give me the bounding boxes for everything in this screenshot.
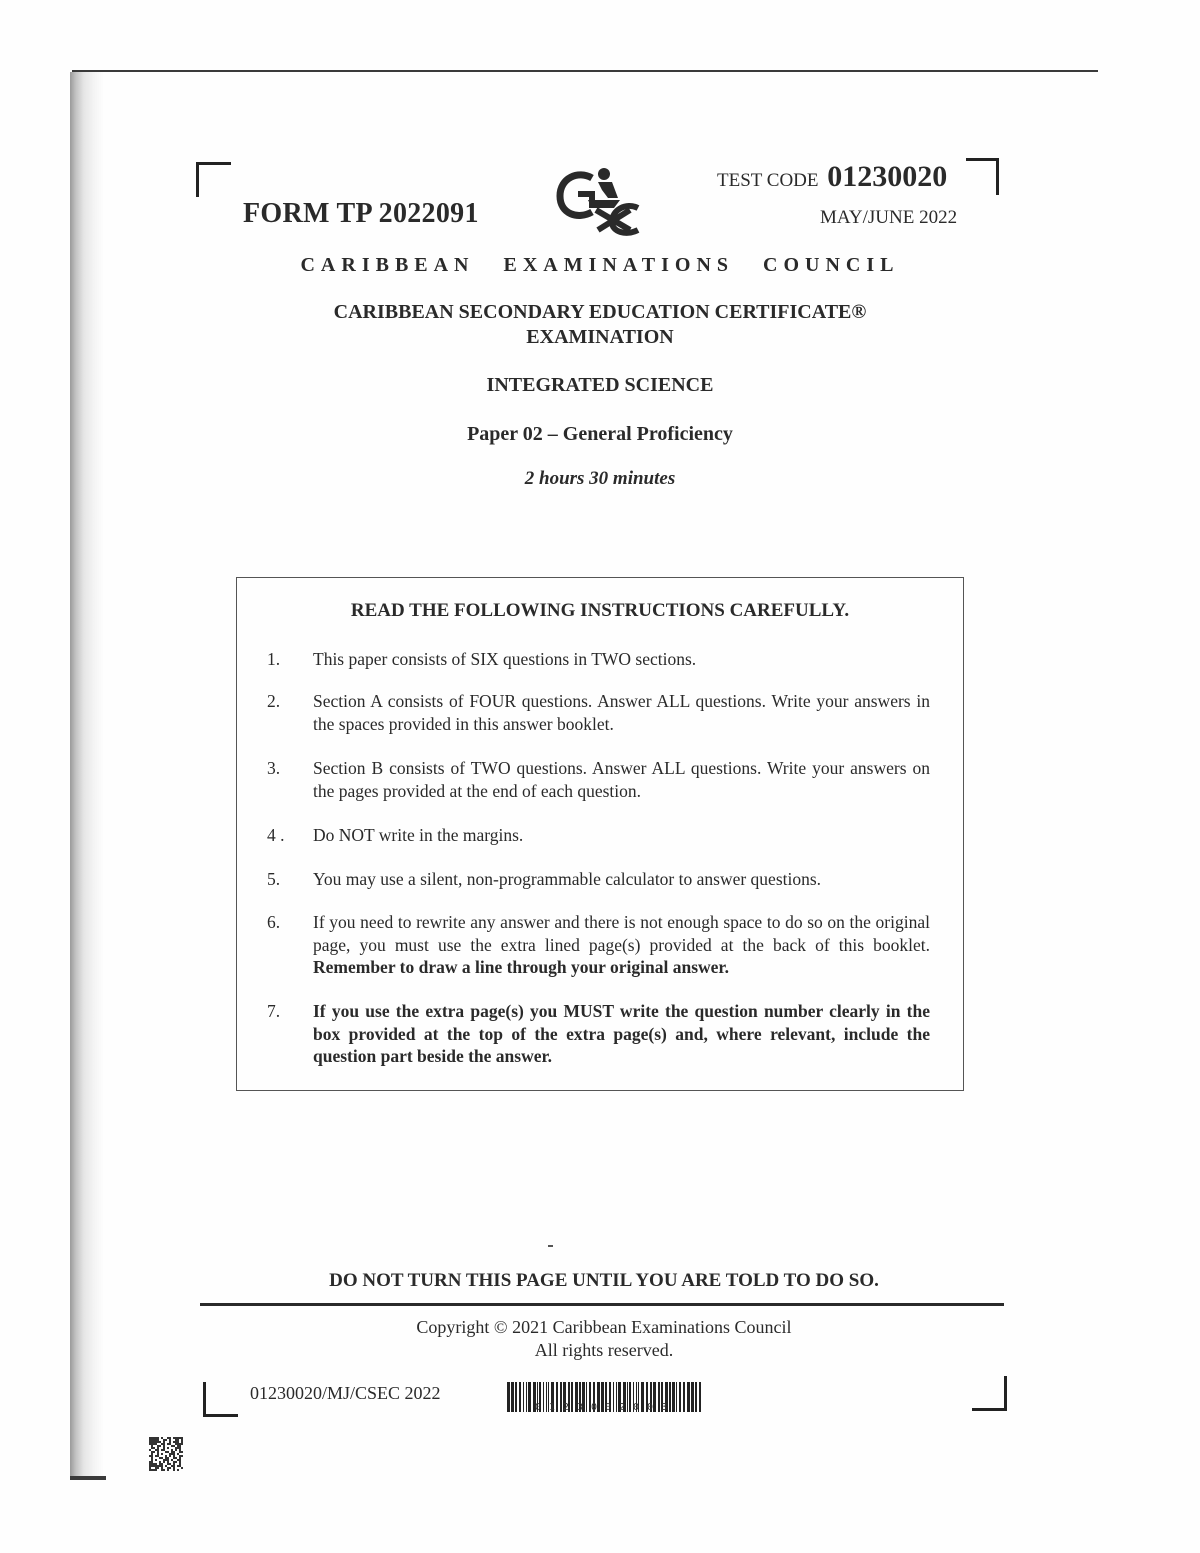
qr-module — [161, 1437, 163, 1439]
instructions-box — [236, 577, 964, 1091]
qr-module — [173, 1453, 175, 1455]
qr-module — [157, 1439, 159, 1441]
qr-module — [177, 1447, 179, 1449]
qr-module — [153, 1437, 155, 1439]
qr-code-icon — [149, 1437, 183, 1471]
qr-module — [149, 1449, 151, 1451]
qr-module — [175, 1441, 177, 1443]
qr-module — [149, 1467, 151, 1469]
qr-module — [177, 1439, 179, 1441]
stray-mark — [548, 1245, 553, 1247]
qr-module — [177, 1437, 179, 1439]
left-page-edge-bottom — [70, 1476, 106, 1480]
qr-module — [153, 1439, 155, 1441]
qr-module — [177, 1445, 179, 1447]
qr-module — [159, 1463, 161, 1465]
instructions-title: READ THE FOLLOWING INSTRUCTIONS CAREFULLY. — [350, 600, 850, 621]
qr-module — [153, 1447, 155, 1449]
test-code-number: 01230020 — [827, 160, 948, 193]
qr-module — [175, 1461, 177, 1463]
qr-module — [167, 1463, 169, 1465]
qr-module — [157, 1449, 159, 1451]
left-page-shadow — [70, 72, 104, 1480]
qr-module — [151, 1443, 153, 1445]
qr-module — [161, 1457, 163, 1459]
qr-module — [153, 1441, 155, 1443]
qr-module — [165, 1465, 167, 1467]
instruction-text: If you use the extra page(s) you MUST write the question number clearly in the box provided at the top of the extra page(s) and, where relevant, include the question part beside the answer. — [313, 1001, 930, 1066]
qr-module — [155, 1437, 157, 1439]
top-page-edge — [72, 70, 1098, 72]
qr-module — [155, 1455, 157, 1457]
qr-module — [181, 1443, 183, 1445]
qr-module — [179, 1457, 181, 1459]
qr-module — [151, 1451, 153, 1453]
qr-module — [157, 1441, 159, 1443]
qr-module — [175, 1449, 177, 1451]
qr-module — [151, 1459, 153, 1461]
qr-module — [163, 1447, 165, 1449]
council-name: CARIBBEAN EXAMINATIONS COUNCIL — [300, 254, 900, 276]
qr-module — [163, 1461, 165, 1463]
instruction-number: 5. — [267, 869, 281, 889]
qr-module — [169, 1437, 171, 1439]
rights-line: All rights reserved. — [534, 1340, 674, 1360]
qr-module — [161, 1443, 163, 1445]
test-code — [717, 160, 947, 194]
qr-module — [171, 1451, 173, 1453]
qr-module — [151, 1447, 153, 1449]
qr-module — [149, 1437, 151, 1439]
qr-module — [153, 1451, 155, 1453]
qr-module — [157, 1447, 159, 1449]
qr-module — [159, 1445, 161, 1447]
instruction-text: Do NOT write in the margins. — [313, 825, 524, 845]
instruction-number: 2. — [267, 691, 281, 711]
qr-module — [163, 1439, 165, 1441]
qr-module — [157, 1451, 159, 1453]
instruction-text: This paper consists of SIX questions in TWO sections. — [313, 649, 697, 669]
qr-module — [163, 1469, 165, 1471]
instruction-text: Section A consists of FOUR questions. Answer ALL questions. Write your answers in the spaces provided in this answer booklet. — [313, 691, 930, 734]
qr-module — [169, 1453, 171, 1455]
qr-module — [179, 1465, 181, 1467]
form-code: FORM TP 2022091 — [243, 198, 479, 229]
qr-module — [155, 1467, 157, 1469]
qr-module — [179, 1461, 181, 1463]
qr-module — [175, 1443, 177, 1445]
qr-module — [151, 1461, 153, 1463]
qr-module — [157, 1453, 159, 1455]
qr-module — [161, 1465, 163, 1467]
qr-module — [167, 1437, 169, 1439]
qr-module — [179, 1451, 181, 1453]
qr-module — [173, 1467, 175, 1469]
qr-module — [161, 1453, 163, 1455]
instruction-number: 6. — [267, 912, 281, 932]
instruction-text: If you need to rewrite any answer and there is not enough space to do so on the original page, you must use the extra lined page(s) provided at the back of this booklet. — [313, 912, 930, 955]
instruction-emphasis: Remember to draw a line through your original answer. — [313, 957, 729, 977]
qr-module — [175, 1447, 177, 1449]
qr-module — [167, 1467, 169, 1469]
qr-module — [179, 1455, 181, 1457]
qr-module — [151, 1455, 153, 1457]
qr-module — [157, 1437, 159, 1439]
qr-module — [155, 1439, 157, 1441]
qr-module — [181, 1439, 183, 1441]
qr-module — [151, 1469, 153, 1471]
paper-code: 01230020/MJ/CSEC 2022 — [250, 1383, 441, 1403]
qr-module — [155, 1463, 157, 1465]
qr-module — [179, 1463, 181, 1465]
qr-module — [149, 1441, 151, 1443]
qr-module — [149, 1439, 151, 1441]
qr-module — [149, 1443, 151, 1445]
qr-module — [169, 1439, 171, 1441]
footer-rule — [200, 1303, 1004, 1306]
qr-module — [151, 1463, 153, 1465]
qr-module — [167, 1451, 169, 1453]
qr-module — [153, 1443, 155, 1445]
qr-module — [149, 1465, 151, 1467]
qr-module — [163, 1459, 165, 1461]
qr-module — [181, 1455, 183, 1457]
qr-module — [181, 1451, 183, 1453]
qr-module — [151, 1453, 153, 1455]
cxc-logo-icon — [552, 164, 642, 236]
qr-module — [169, 1441, 171, 1443]
qr-module — [169, 1463, 171, 1465]
qr-module — [165, 1451, 167, 1453]
copyright-notice — [0, 1316, 1200, 1362]
qr-module — [159, 1465, 161, 1467]
copyright-line: Copyright © 2021 Caribbean Examinations Council — [416, 1317, 792, 1337]
qr-module — [177, 1459, 179, 1461]
qr-module — [159, 1457, 161, 1459]
qr-module — [163, 1445, 165, 1447]
corner-mark-top-left — [196, 162, 231, 197]
qr-module — [173, 1463, 175, 1465]
qr-module — [167, 1459, 169, 1461]
qr-module — [171, 1453, 173, 1455]
qr-module — [173, 1445, 175, 1447]
qr-module — [151, 1457, 153, 1459]
qr-module — [157, 1467, 159, 1469]
qr-module — [165, 1459, 167, 1461]
qr-module — [179, 1449, 181, 1451]
qr-module — [167, 1469, 169, 1471]
qr-module — [163, 1449, 165, 1451]
exam-duration: 2 hours 30 minutes — [524, 468, 676, 489]
qr-module — [167, 1447, 169, 1449]
qr-module — [171, 1465, 173, 1467]
corner-mark-bottom-left — [203, 1382, 238, 1417]
qr-module — [149, 1463, 151, 1465]
qr-module — [155, 1469, 157, 1471]
qr-module — [179, 1443, 181, 1445]
instruction-text-wrap — [313, 911, 930, 979]
qr-module — [175, 1439, 177, 1441]
qr-module — [161, 1449, 163, 1451]
qr-module — [155, 1441, 157, 1443]
qr-module — [151, 1439, 153, 1441]
test-code-label: TEST CODE — [717, 170, 819, 191]
qr-module — [165, 1439, 167, 1441]
qr-module — [153, 1463, 155, 1465]
qr-module — [167, 1457, 169, 1459]
qr-module — [149, 1461, 151, 1463]
qr-module — [173, 1457, 175, 1459]
qr-module — [157, 1445, 159, 1447]
qr-module — [177, 1441, 179, 1443]
qr-module — [179, 1459, 181, 1461]
qr-module — [165, 1455, 167, 1457]
barcode-digits: 0123002003 — [534, 1402, 676, 1413]
qr-module — [171, 1459, 173, 1461]
qr-module — [179, 1437, 181, 1439]
qr-module — [173, 1461, 175, 1463]
qr-module — [155, 1443, 157, 1445]
qr-module — [169, 1443, 171, 1445]
qr-module — [171, 1445, 173, 1447]
qr-module — [149, 1455, 151, 1457]
instruction-number: 4 . — [267, 825, 285, 845]
qr-module — [153, 1465, 155, 1467]
instruction-text: You may use a silent, non-programmable calculator to answer questions. — [313, 869, 822, 889]
qr-module — [173, 1451, 175, 1453]
instruction-number: 1. — [267, 649, 281, 669]
subject-title: INTEGRATED SCIENCE — [486, 374, 714, 396]
qr-module — [161, 1467, 163, 1469]
qr-module — [167, 1461, 169, 1463]
qr-module — [181, 1437, 183, 1439]
qr-module — [161, 1463, 163, 1465]
qr-module — [167, 1443, 169, 1445]
instruction-text: Section B consists of TWO questions. Answer ALL questions. Write your answers on the pages provided at the end of each question. — [313, 758, 930, 801]
qr-module — [169, 1455, 171, 1457]
instruction-number: 3. — [267, 758, 281, 778]
qr-module — [181, 1467, 183, 1469]
qr-module — [165, 1457, 167, 1459]
qr-module — [155, 1449, 157, 1451]
qr-module — [173, 1469, 175, 1471]
qr-module — [175, 1457, 177, 1459]
qr-module — [173, 1441, 175, 1443]
qr-module — [169, 1467, 171, 1469]
qr-module — [151, 1441, 153, 1443]
instruction-number: 7. — [267, 1001, 281, 1021]
qr-module — [159, 1441, 161, 1443]
certificate-title-line2: EXAMINATION — [526, 326, 674, 348]
exam-session: MAY/JUNE 2022 — [820, 207, 958, 228]
qr-module — [159, 1461, 161, 1463]
do-not-turn-warning: DO NOT TURN THIS PAGE UNTIL YOU ARE TOLD TO DO SO. — [329, 1270, 879, 1291]
qr-module — [173, 1437, 175, 1439]
qr-module — [157, 1465, 159, 1467]
certificate-title-line1: CARIBBEAN SECONDARY EDUCATION CERTIFICATE® — [333, 301, 867, 323]
qr-module — [181, 1441, 183, 1443]
qr-module — [175, 1437, 177, 1439]
qr-module — [149, 1469, 151, 1471]
qr-module — [161, 1469, 163, 1471]
qr-module — [151, 1465, 153, 1467]
qr-module — [177, 1469, 179, 1471]
qr-module — [151, 1445, 153, 1447]
qr-module — [157, 1455, 159, 1457]
qr-module — [155, 1459, 157, 1461]
qr-module — [179, 1445, 181, 1447]
qr-module — [179, 1447, 181, 1449]
qr-module — [153, 1469, 155, 1471]
qr-module — [173, 1465, 175, 1467]
qr-module — [155, 1465, 157, 1467]
qr-module — [177, 1465, 179, 1467]
qr-module — [151, 1437, 153, 1439]
qr-module — [163, 1441, 165, 1443]
corner-mark-bottom-right — [972, 1376, 1007, 1411]
paper-title: Paper 02 – General Proficiency — [467, 423, 733, 445]
qr-module — [177, 1453, 179, 1455]
qr-module — [177, 1443, 179, 1445]
qr-module — [173, 1455, 175, 1457]
corner-mark-top-right — [966, 158, 999, 195]
qr-module — [171, 1449, 173, 1451]
qr-module — [163, 1443, 165, 1445]
